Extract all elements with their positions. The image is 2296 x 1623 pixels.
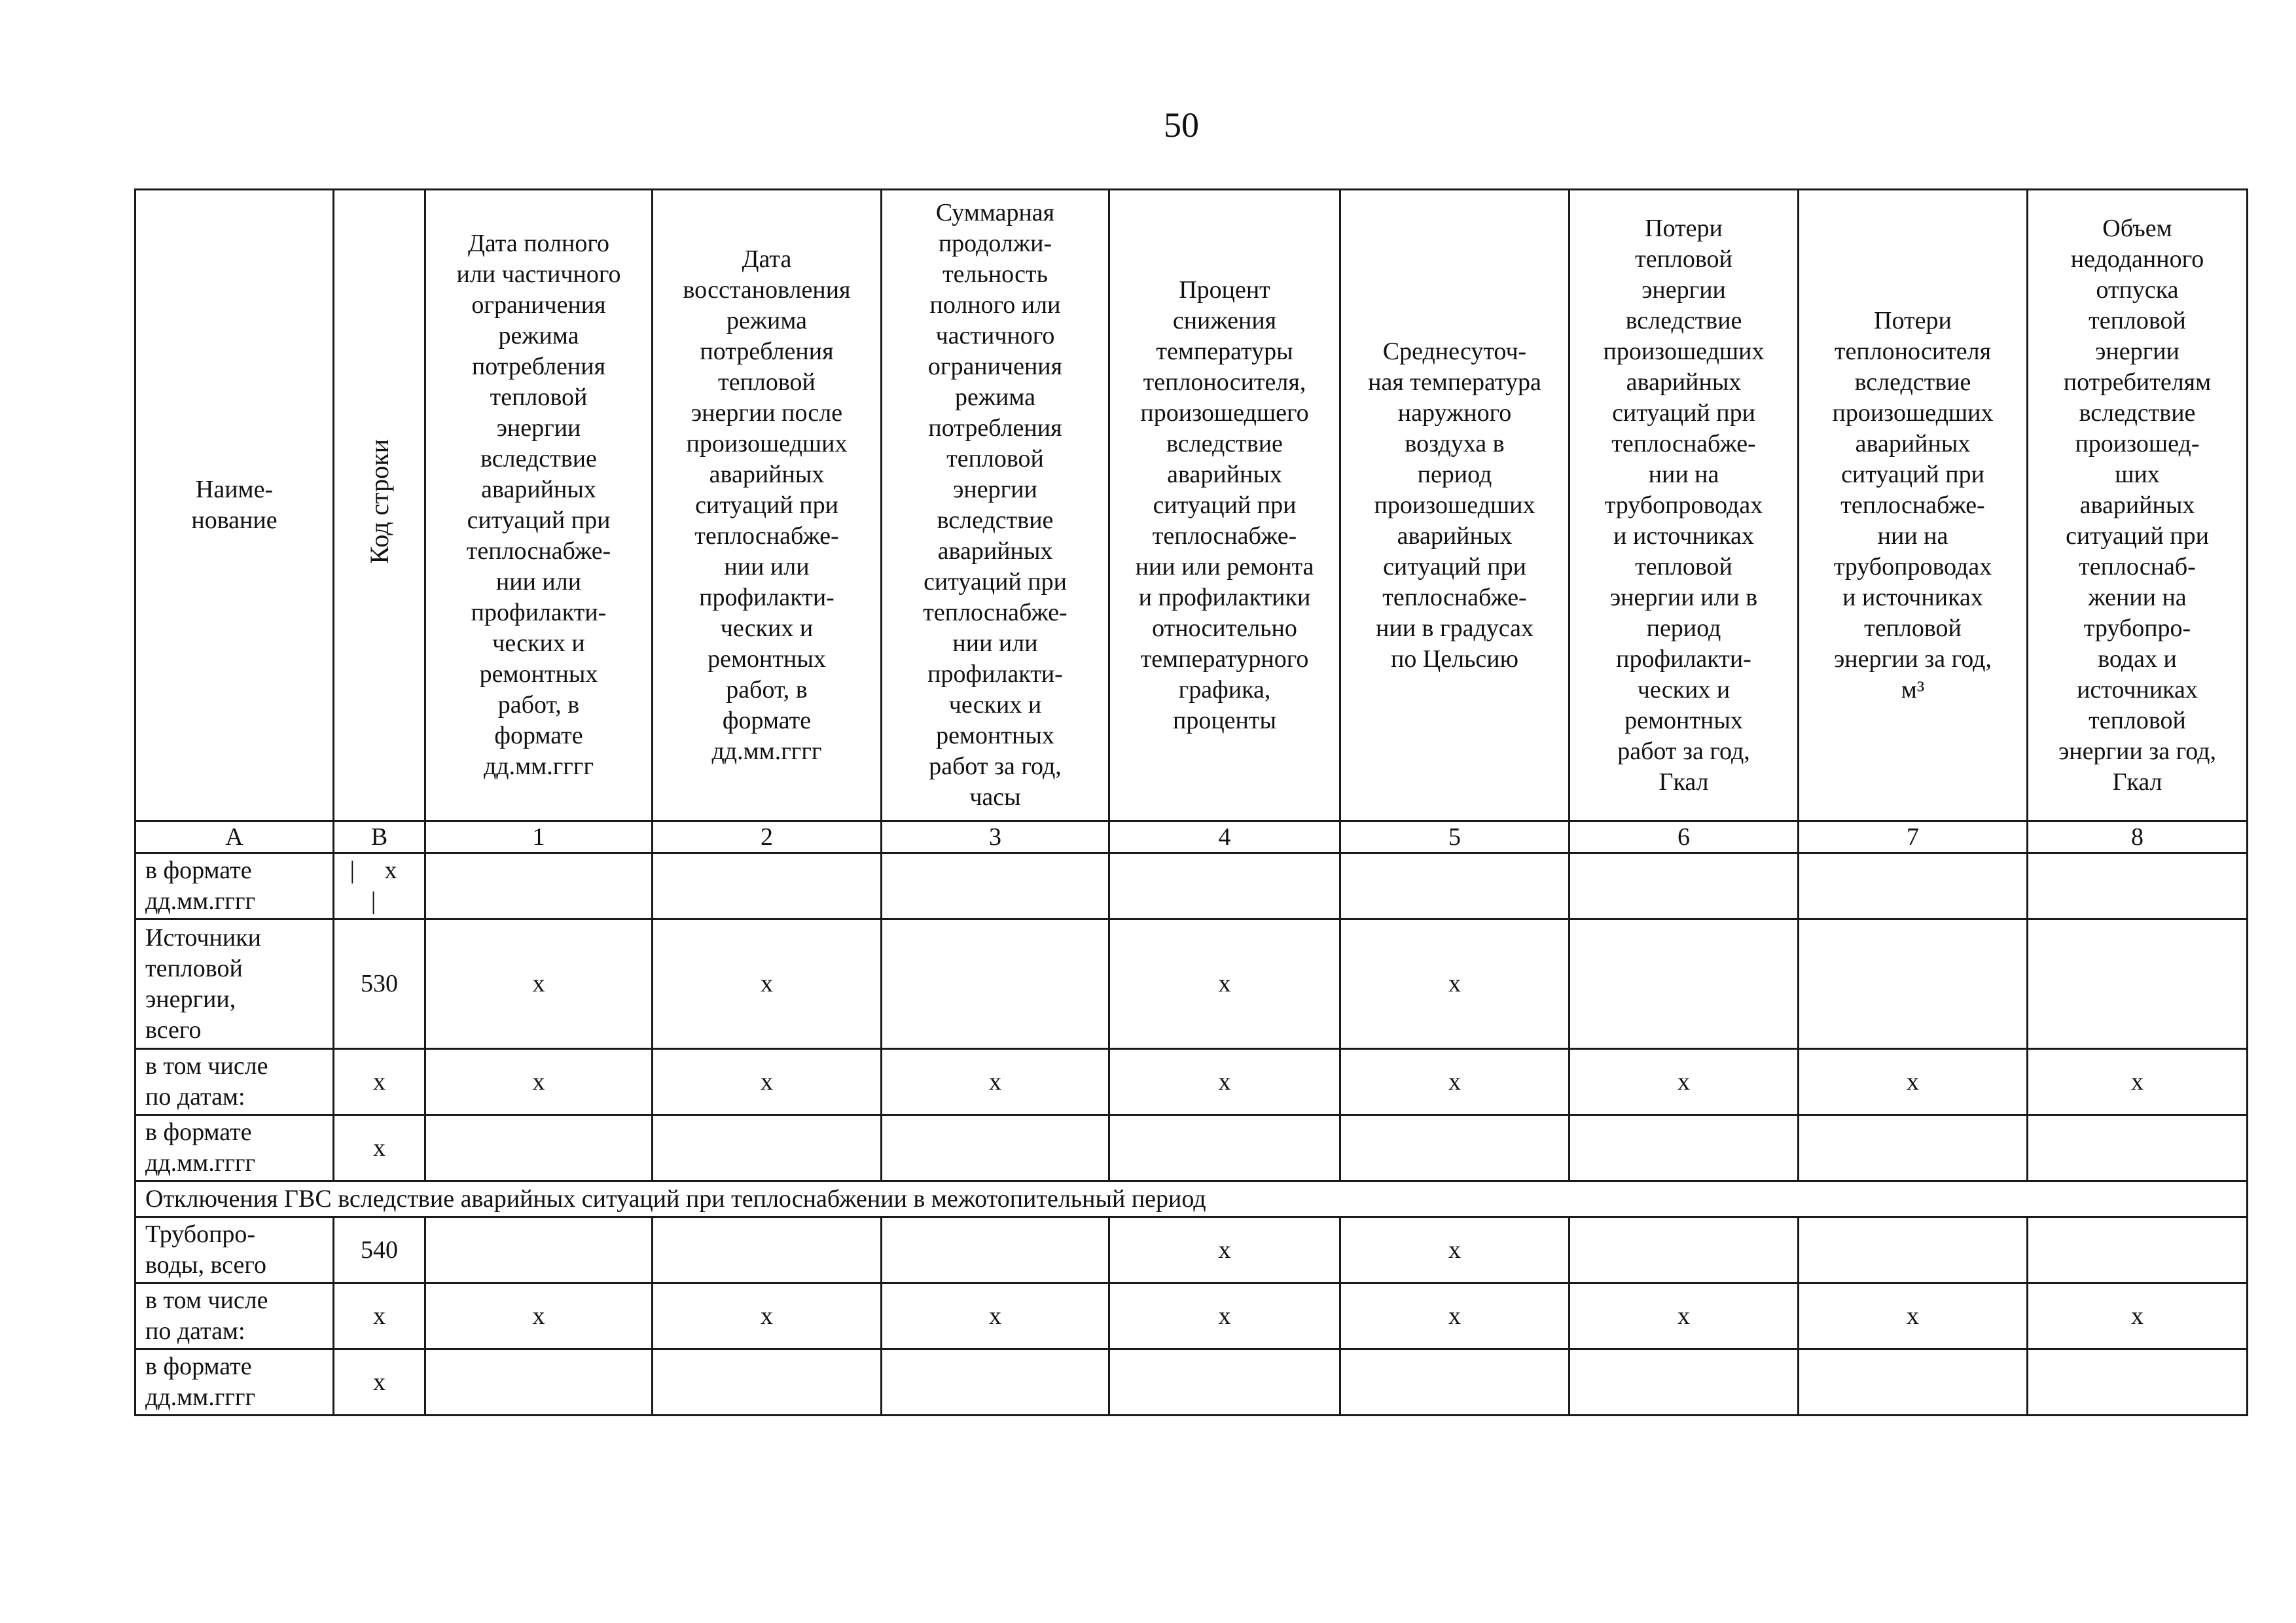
header-name: Наиме- нование [135, 190, 334, 821]
table-cell-col-3 [882, 1349, 1109, 1416]
num-5: 5 [1340, 821, 1570, 853]
table-cell-col-4: х [1109, 919, 1340, 1049]
table-cell-col-5 [1340, 1115, 1570, 1181]
table-cell-col-8 [2028, 1349, 2248, 1416]
table-row [135, 853, 2248, 919]
table-cell-col-3 [882, 1217, 1109, 1283]
row-code: х [334, 1049, 425, 1115]
table-cell-col-2: х [653, 919, 882, 1049]
table-cell-col-5: х [1340, 1283, 1570, 1349]
header-code [334, 190, 425, 821]
header-col-5: Среднесуточ- ная температура наружного воздуха в период произошедших аварийных ситуаций при теплоснабже- нии в градусах по Цельсию [1340, 190, 1570, 821]
row-label: в формате дд.мм.гггг [135, 1349, 334, 1416]
table-cell-col-7 [1799, 919, 2028, 1049]
page-number: 50 [1164, 105, 1199, 145]
section-title: Отключения ГВС вследствие аварийных ситуаций при теплоснабжении в межотопительный период [135, 1181, 2248, 1217]
table-cell-col-5 [1340, 1349, 1570, 1416]
table-cell-col-1 [425, 1349, 653, 1416]
table-cell-col-5: х [1340, 1217, 1570, 1283]
table-cell-col-6 [1570, 1349, 1799, 1416]
table-cell-col-2 [653, 1349, 882, 1416]
table-cell-col-1: х [425, 1283, 653, 1349]
table-cell-col-7 [1799, 853, 2028, 919]
table-cell-col-6 [1570, 919, 1799, 1049]
num-7: 7 [1799, 821, 2028, 853]
table-cell-col-4 [1109, 853, 1340, 919]
num-3: 3 [882, 821, 1109, 853]
table-row [135, 1049, 2248, 1115]
table-cell-col-4: х [1109, 1283, 1340, 1349]
table-cell-col-4: х [1109, 1217, 1340, 1283]
table-cell-col-8: х [2028, 1049, 2248, 1115]
row-label: Источники тепловой энергии, всего [135, 919, 334, 1049]
header-col-2: Дата восстановления режима потребления тепловой энергии после произошедших аварийных ситуаций при теплоснабже- нии или профилакти- ческих и ремонтных работ, в формате дд.мм.гггг [653, 190, 882, 821]
table-cell-col-2 [653, 853, 882, 919]
header-col-7: Потери теплоносителя вследствие произошедших аварийных ситуаций при теплоснабже- нии на трубопроводах и источниках тепловой энергии за год, м³ [1799, 190, 2028, 821]
table-cell-col-1 [425, 853, 653, 919]
row-code: 530 [334, 919, 425, 1049]
header-col-8: Объем недоданного отпуска тепловой энергии потребителям вследствие произошед- ших аварийных ситуаций при теплоснаб- жении на трубопро- водах и источниках тепловой энергии за год, Гкал [2028, 190, 2248, 821]
num-2: 2 [653, 821, 882, 853]
table-cell-col-6 [1570, 1217, 1799, 1283]
table-cell-col-7: х [1799, 1049, 2028, 1115]
table-cell-col-8: х [2028, 1283, 2248, 1349]
table-cell-col-4 [1109, 1349, 1340, 1416]
row-label: в том числе по датам: [135, 1049, 334, 1115]
num-6: 6 [1570, 821, 1799, 853]
table-row [135, 1115, 2248, 1181]
table-cell-col-2 [653, 1115, 882, 1181]
table-cell-col-3 [882, 853, 1109, 919]
header-col-6: Потери тепловой энергии вследствие произошедших аварийных ситуаций при теплоснабже- нии на трубопроводах и источниках тепловой энергии или в период профилакти- ческих и ремонтных работ за год, Гкал [1570, 190, 1799, 821]
table-cell-col-5: х [1340, 1049, 1570, 1115]
table-row [135, 1283, 2248, 1349]
table-cell-col-7: х [1799, 1283, 2028, 1349]
section-row [135, 1181, 2248, 1217]
table-cell-col-6 [1570, 1115, 1799, 1181]
table-cell-col-2 [653, 1217, 882, 1283]
row-code: х [334, 1115, 425, 1181]
table-cell-col-1: х [425, 919, 653, 1049]
row-label: в формате дд.мм.гггг [135, 853, 334, 919]
num-1: 1 [425, 821, 653, 853]
table-cell-col-8 [2028, 919, 2248, 1049]
row-code: х [334, 1349, 425, 1416]
row-code: | x | [334, 853, 425, 919]
num-4: 4 [1109, 821, 1340, 853]
table-cell-col-2: х [653, 1049, 882, 1115]
table-cell-col-1: х [425, 1049, 653, 1115]
table-cell-col-1 [425, 1217, 653, 1283]
header-col-1: Дата полного или частичного ограничения режима потребления тепловой энергии вследствие аварийных ситуаций при теплоснабже- нии или профилакти- ческих и ремонтных работ, в формате дд.мм.гггг [425, 190, 653, 821]
table-cell-col-7 [1799, 1115, 2028, 1181]
table-cell-col-5: х [1340, 919, 1570, 1049]
table-cell-col-8 [2028, 1115, 2248, 1181]
table-cell-col-4: х [1109, 1049, 1340, 1115]
table-cell-col-3 [882, 919, 1109, 1049]
table-cell-col-4 [1109, 1115, 1340, 1181]
header-code-label: Код строки [365, 438, 394, 564]
table-cell-col-8 [2028, 853, 2248, 919]
table-cell-col-2: х [653, 1283, 882, 1349]
table-cell-col-3: х [882, 1049, 1109, 1115]
row-label: Трубопро- воды, всего [135, 1217, 334, 1283]
row-label: в том числе по датам: [135, 1283, 334, 1349]
report-table [134, 188, 2248, 1416]
table-cell-col-6: х [1570, 1283, 1799, 1349]
table-cell-col-7 [1799, 1349, 2028, 1416]
table-cell-col-7 [1799, 1217, 2028, 1283]
table-row [135, 919, 2248, 1049]
numbering-row [135, 821, 2248, 853]
row-code: 540 [334, 1217, 425, 1283]
table-cell-col-6 [1570, 853, 1799, 919]
header-col-3: Суммарная продолжи- тельность полного или частичного ограничения режима потребления тепловой энергии вследствие аварийных ситуаций при теплоснабже- нии или профилакти- ческих и ремонтных работ за год, часы [882, 190, 1109, 821]
num-a: А [135, 821, 334, 853]
header-col-4: Процент снижения температуры теплоносителя, произошедшего вследствие аварийных ситуаций при теплоснабже- нии или ремонта и профилактики относительно температурного графика, проценты [1109, 190, 1340, 821]
num-b: В [334, 821, 425, 853]
table-cell-col-3 [882, 1115, 1109, 1181]
row-label: в формате дд.мм.гггг [135, 1115, 334, 1181]
table-cell-col-1 [425, 1115, 653, 1181]
table-row [135, 1349, 2248, 1416]
num-8: 8 [2028, 821, 2248, 853]
header-row [135, 190, 2248, 821]
row-code: х [334, 1283, 425, 1349]
table-cell-col-3: х [882, 1283, 1109, 1349]
table-cell-col-8 [2028, 1217, 2248, 1283]
table-cell-col-6: х [1570, 1049, 1799, 1115]
table-row [135, 1217, 2248, 1283]
table-cell-col-5 [1340, 853, 1570, 919]
